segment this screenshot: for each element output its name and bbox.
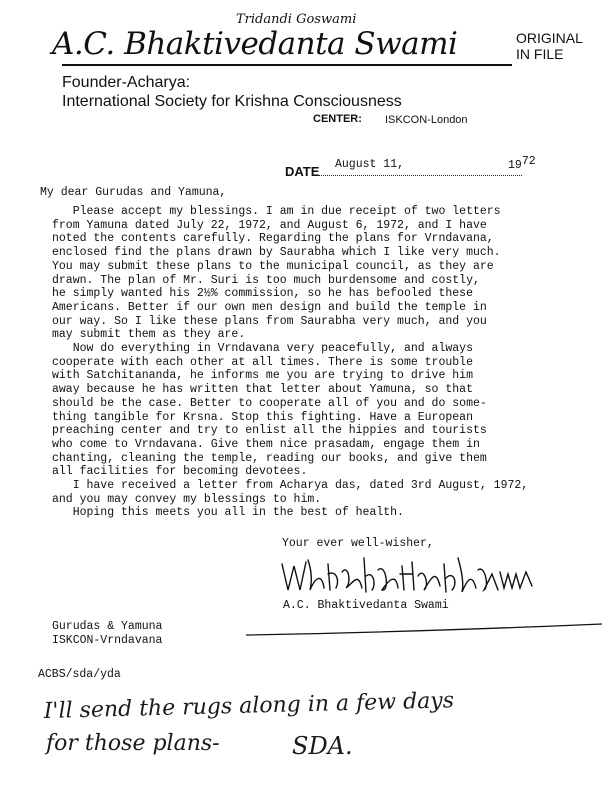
- center-value: ISKCON-London: [385, 114, 468, 126]
- handwritten-note-initials: SDA.: [292, 732, 353, 760]
- signer-name: A.C. Bhaktivedanta Swami: [283, 599, 449, 612]
- closing: Your ever well-wisher,: [282, 537, 434, 550]
- body-line: I have received a letter from Acharya das, dated 3rd August, 1972,: [52, 479, 529, 493]
- reference-initials: ACBS/sda/yda: [38, 668, 121, 681]
- center-label: CENTER:: [313, 113, 362, 125]
- letterhead-tridandi: Tridandi Goswami: [236, 12, 357, 27]
- founder-acharya-line: Founder-Acharya:: [62, 74, 191, 91]
- body-line: Please accept my blessings. I am in due receipt of two letters: [52, 205, 501, 218]
- recipient-name: Gurudas & Yamuna: [52, 620, 163, 633]
- original-in-file-stamp: [516, 30, 583, 62]
- body-line: enclosed find the plans drawn by Saurabha which I like very much.: [52, 246, 501, 260]
- date-label: DATE: [285, 164, 320, 179]
- handwritten-note-line-1: I'll send the rugs along in a few days: [43, 688, 455, 724]
- body-line: drawn. The plan of Mr. Suri is too much burdensome and costly,: [52, 273, 480, 287]
- society-name: International Society for Krishna Consciousness: [62, 93, 402, 110]
- body-line: You may submit these plans to the municipal council, as they are: [52, 259, 494, 273]
- body-line: Americans. Better if our own men design and build the temple in: [52, 300, 487, 314]
- body-line: he simply wanted his 2½% commission, so he has befooled these: [52, 287, 473, 301]
- stamp-line-1: ORIGINAL: [516, 30, 583, 46]
- body-line: thing tangible for Krsna. Stop this fighting. Have a European: [52, 410, 473, 424]
- recipient-location: ISKCON-Vrndavana: [52, 634, 163, 647]
- body-line: who come to Vrndavana. Give them nice prasadam, engage them in: [52, 437, 480, 451]
- handwritten-note: [20, 680, 560, 780]
- body-line: all facilities for becoming devotees.: [52, 465, 308, 479]
- body-line: may submit them as they are.: [52, 328, 246, 342]
- body-line: from Yamuna dated July 22, 1972, and August 6, 1972, and I have: [52, 218, 487, 232]
- body-line: chanting, cleaning the temple, reading our books, and give them: [52, 451, 487, 465]
- date-month-day: August 11,: [335, 158, 405, 171]
- body-line: our way. So I like these plans from Saurabha very much, and you: [52, 314, 487, 328]
- date-year-suffix: 72: [521, 155, 536, 168]
- body-line: Now do everything in Vrndavana very peacefully, and always: [52, 342, 473, 356]
- date-dotted-line: [317, 175, 522, 176]
- signature-rule: [244, 623, 604, 637]
- body-line: should be the case. Better to cooperate all of you and do some-: [52, 396, 487, 410]
- body-line: Hoping this meets you all in the best of health.: [52, 506, 404, 520]
- body-line: with Satchitananda, he informs me you are trying to drive him: [52, 369, 473, 383]
- body-line: and you may convey my blessings to him.: [52, 492, 322, 506]
- handwritten-signature: [278, 552, 538, 596]
- recipient-block: [52, 620, 162, 648]
- stamp-line-2: IN FILE: [516, 46, 564, 62]
- date-year: [508, 155, 536, 172]
- body-line: away because he has written that letter about Yamuna, so that: [52, 383, 473, 397]
- body-line: preaching center and try to enlist all the hippies and tourists: [52, 424, 487, 438]
- date-year-prefix: 19: [508, 159, 522, 172]
- letter-body: [52, 205, 528, 520]
- letterhead-name: A.C. Bhaktivedanta Swami: [52, 26, 458, 62]
- salutation: My dear Gurudas and Yamuna,: [40, 186, 227, 199]
- handwritten-note-line-2: for those plans-: [46, 731, 220, 756]
- body-line: noted the contents carefully. Regarding the plans for Vrndavana,: [52, 232, 494, 246]
- body-line: cooperate with each other at all times. There is some trouble: [52, 355, 473, 369]
- header-rule: [62, 64, 512, 66]
